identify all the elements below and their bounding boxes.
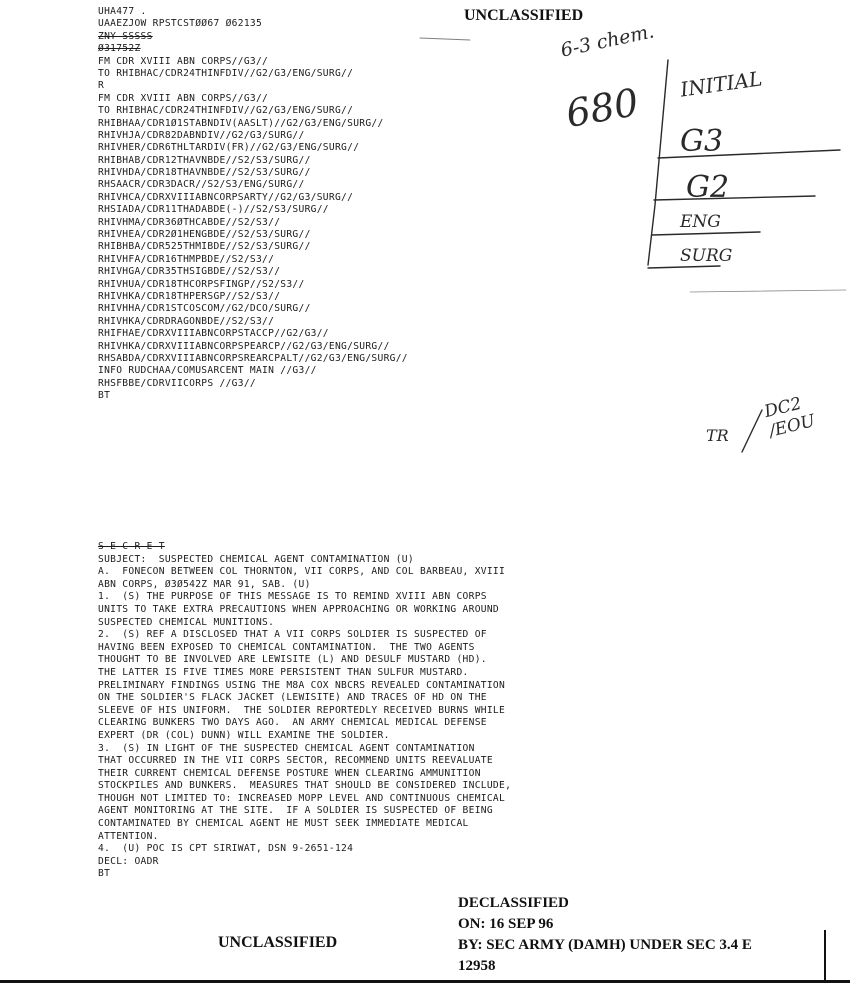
header-line: INFO RUDCHAA/COMUSARCENT MAIN //G3// [98, 365, 317, 377]
handwritten-tr: TR [706, 426, 729, 445]
handwritten-number: 680 [562, 80, 642, 136]
body-line: HAVING BEEN EXPOSED TO CHEMICAL CONTAMINATION. THE TWO AGENTS [98, 641, 475, 653]
body-line: EXPERT (DR (COL) DUNN) WILL EXAMINE THE SOLDIER. [98, 729, 390, 741]
header-line: RHIVHGA/CDR35THSIGBDE//S2/S3// [98, 266, 281, 278]
classification-top: UNCLASSIFIED [464, 7, 584, 24]
header-line: RHSAACR/CDR3DACR//S2/S3/ENG/SURG// [98, 179, 305, 191]
body-line: BT [98, 868, 111, 880]
declassification-stamp [458, 893, 752, 977]
header-line: RHSABDA/CDRXVIIIABNCORPSREARCPALT//G2/G3/ENG/SURG// [98, 352, 408, 364]
body-line: S E C R E T [98, 541, 165, 552]
declass-title: DECLASSIFIED [458, 895, 569, 911]
page-bottom-border [0, 980, 850, 983]
header-line: BT [98, 390, 111, 402]
message-body [98, 541, 511, 881]
header-line: FM CDR XVIII ABN CORPS//G3// [98, 55, 269, 67]
body-line: THOUGHT TO BE INVOLVED ARE LEWISITE (L) AND DESULF MUSTARD (HD). [98, 654, 487, 666]
body-line: DECL: OADR [98, 855, 159, 867]
header-line: RHIVHER/CDR6THLTARDIV(FR)//G2/G3/ENG/SURG// [98, 142, 360, 154]
body-line: UNITS TO TAKE EXTRA PRECAUTIONS WHEN APPROACHING OR WORKING AROUND [98, 603, 500, 615]
header-line: RHIBHAA/CDR1Ø1STABNDIV(AASLT)//G2/G3/ENG/SURG// [98, 117, 384, 129]
body-line: AGENT MONITORING AT THE SITE. IF A SOLDIER IS SUSPECTED OF BEING [98, 805, 493, 817]
body-line: SLEEVE OF HIS UNIFORM. THE SOLDIER REPORTEDLY RECEIVED BURNS WHILE [98, 704, 506, 716]
handwritten-chem-note: 6-3 chem. [558, 20, 657, 62]
header-line: RHIVHKA/CDR18THPERSGP//S2/S3// [98, 290, 281, 302]
header-line: FM CDR XVIII ABN CORPS//G3// [98, 92, 269, 104]
header-line: RHIBHAB/CDR12THAVNBDE//S2/S3/SURG// [98, 154, 311, 166]
body-line: PRELIMINARY FINDINGS USING THE M8A COX NBCRS REVEALED CONTAMINATION [98, 679, 506, 691]
header-line: R [98, 80, 105, 92]
body-line: THE LATTER IS FIVE TIMES MORE PERSISTENT THAN SULFUR MUSTARD. [98, 666, 469, 678]
header-line: UAAEZJOW RPSTCSTØØ67 Ø62135 [98, 18, 263, 30]
body-line: ABN CORPS, Ø3Ø542Z MAR 91, SAB. (U) [98, 578, 311, 590]
handwritten-surg: SURG [680, 246, 733, 266]
header-line: UHA477 . [98, 6, 147, 17]
handwritten-g2: G2 [686, 170, 730, 205]
message-header [98, 6, 408, 403]
handwritten-initial: INITIAL [678, 66, 764, 102]
header-line: RHIVHCA/CDRXVIIIABNCORPSARTY//G2/G3/SURG// [98, 191, 354, 203]
header-line: RHIVHFA/CDR16THMPBDE//S2/S3// [98, 253, 275, 265]
body-line: 3. (S) IN LIGHT OF THE SUSPECTED CHEMICAL AGENT CONTAMINATION [98, 742, 475, 754]
header-line: RHIVHKA/CDRDRAGONBDE//S2/S3// [98, 315, 275, 327]
header-line: RHIFHAE/CDRXVIIIABNCORPSTACCP//G2/G3// [98, 328, 329, 340]
body-line: SUBJECT: SUSPECTED CHEMICAL AGENT CONTAMINATION (U) [98, 553, 414, 565]
body-line: SUSPECTED CHEMICAL MUNITIONS. [98, 616, 275, 628]
header-line: RHIVHHA/CDR1STCOSCOM//G2/DCO/SURG// [98, 303, 311, 315]
body-line: THEIR CURRENT CHEMICAL DEFENSE POSTURE WHEN CLEARING AMMUNITION [98, 767, 481, 779]
handwritten-eng: ENG [680, 212, 721, 232]
body-line: 1. (S) THE PURPOSE OF THIS MESSAGE IS TO REMIND XVIII ABN CORPS [98, 591, 487, 603]
body-line: 4. (U) POC IS CPT SIRIWAT, DSN 9-2651-124 [98, 843, 354, 855]
body-line: CLEARING BUNKERS TWO DAYS AGO. AN ARMY CHEMICAL MEDICAL DEFENSE [98, 717, 487, 729]
body-line: STOCKPILES AND BUNKERS. MEASURES THAT SHOULD BE CONSIDERED INCLUDE, [98, 780, 512, 792]
header-line: Ø31752Z [98, 43, 141, 55]
header-line: RHIVHUA/CDR18THCORPSFINGP//S2/S3// [98, 278, 305, 290]
body-line: A. FONECON BETWEEN COL THORNTON, VII CORPS, AND COL BARBEAU, XVIII [98, 566, 506, 578]
header-line: RHIVHEA/CDR2Ø1HENGBDE//S2/S3/SURG// [98, 229, 311, 241]
header-line: ZNY SSSSS [98, 30, 153, 42]
header-line: RHIVHDA/CDR18THAVNBDE//S2/S3/SURG// [98, 167, 311, 179]
body-line: THAT OCCURRED IN THE VII CORPS SECTOR, RECOMMEND UNITS REEVALUATE [98, 755, 493, 767]
header-line: TO RHIBHAC/CDR24THINFDIV//G2/G3/ENG/SURG// [98, 67, 354, 79]
header-line: RHIVHMA/CDR36ØTHCABDE//S2/S3// [98, 216, 281, 228]
declass-authority: BY: SEC ARMY (DAMH) UNDER SEC 3.4 E [458, 937, 752, 953]
handwritten-dc: DC2 /EOU [762, 393, 818, 442]
header-line: RHSFBBE/CDRVIICORPS //G3// [98, 377, 256, 389]
body-line: ON THE SOLDIER'S FLACK JACKET (LEWISITE) AND TRACES OF HD ON THE [98, 692, 487, 704]
header-line: RHIVHKA/CDRXVIIIABNCORPSPEARCP//G2/G3/ENG/SURG// [98, 340, 390, 352]
header-line: RHIBHBA/CDR525THMIBDE//S2/S3/SURG// [98, 241, 311, 253]
handwritten-g3: G3 [680, 124, 724, 159]
stamp-border-right [824, 930, 826, 982]
header-line: RHSIADA/CDR11THADABDE(-)//S2/S3/SURG// [98, 204, 329, 216]
body-line: 2. (S) REF A DISCLOSED THAT A VII CORPS SOLDIER IS SUSPECTED OF [98, 629, 487, 641]
declass-date: ON: 16 SEP 96 [458, 916, 554, 932]
header-line: RHIVHJA/CDR82DABNDIV//G2/G3/SURG// [98, 129, 305, 141]
classification-bottom: UNCLASSIFIED [218, 934, 338, 951]
body-line: ATTENTION. [98, 830, 159, 842]
body-line: CONTAMINATED BY CHEMICAL AGENT HE MUST SEEK IMMEDIATE MEDICAL [98, 818, 469, 830]
header-line: TO RHIBHAC/CDR24THINFDIV//G2/G3/ENG/SURG// [98, 105, 354, 117]
body-line: THOUGH NOT LIMITED TO: INCREASED MOPP LEVEL AND CONTINUOUS CHEMICAL [98, 792, 506, 804]
declass-order: 12958 [458, 958, 496, 974]
